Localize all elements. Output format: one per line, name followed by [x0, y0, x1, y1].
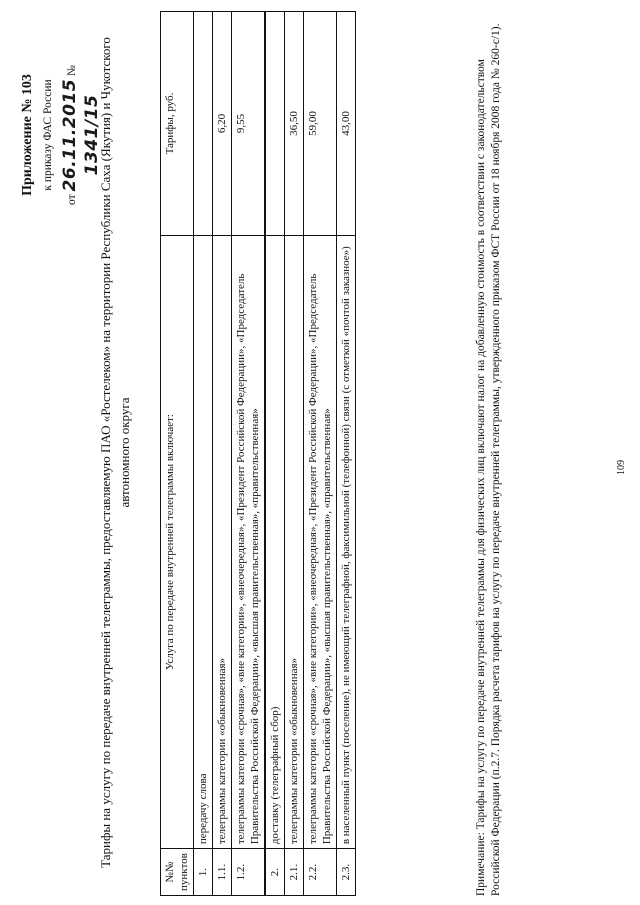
- row-service: телеграммы категории «срочная», «вне категории», «внеочередная», «Президент Российской Федерации», «Председатель Правительства Российской Федерации», «высшая правительственная», «правительственная»: [232, 236, 266, 849]
- document-title: Тарифы на услугу по передаче внутренней телеграммы, предоставляемую ПАО «Ростелеком» на территории Республики Саха (Якутия) и Чукотского автономного округа: [98, 37, 132, 868]
- row-number: 1.: [194, 849, 213, 896]
- tariff-table: [160, 11, 356, 896]
- row-number: 2.3.: [337, 849, 356, 896]
- row-price: 6,20: [213, 12, 232, 236]
- table-row: [213, 12, 232, 896]
- page-number: 109: [616, 460, 627, 475]
- handwritten-order-number: 1341/15: [82, 94, 102, 176]
- date-prefix: от: [66, 194, 78, 205]
- row-service: в населенный пункт (поселение), не имеющий телеграфной, факсимильной (телефонной) связи (с отметкой «почтой заказное»): [337, 236, 356, 849]
- table-row: [304, 12, 337, 896]
- row-price: 43,00: [337, 12, 356, 236]
- header-service: Услуга по передаче внутренней телеграммы включает:: [161, 236, 194, 849]
- footnote: Примечание: Тарифы на услугу по передаче внутренней телеграммы для физических лиц включают налог на добавленную стоимость в соответствии с законодательством Российской Федерации (п.2.7. Порядка расчета тарифов на услугу по передаче внутренней телеграммы, утвержденного приказом ФСТ России от 18 ноября 2008 года № 260-с/1).: [475, 23, 502, 896]
- table-header-row: [161, 12, 194, 896]
- appendix-order-line: к приказу ФАС России: [42, 79, 54, 191]
- row-service: телеграммы категории «обыкновенная»: [285, 236, 304, 849]
- table-row: [265, 12, 285, 896]
- row-service: телеграммы категории «обыкновенная»: [213, 236, 232, 849]
- row-price: 9,55: [232, 12, 266, 236]
- appendix-title: Приложение № 103: [20, 74, 35, 196]
- row-service: доставку (телеграфный сбор): [265, 236, 285, 849]
- row-price: 59,00: [304, 12, 337, 236]
- row-price: [265, 12, 285, 236]
- table-row: [285, 12, 304, 896]
- row-service: телеграммы категории «срочная», «вне категории», «внеочередная», «Президент Российской Федерации», «Председатель Правительства Российской Федерации», «высшая правительственная», «правительственная»: [304, 236, 337, 849]
- row-number: 2.1.: [285, 849, 304, 896]
- header-item-number: №№ пунктов: [161, 849, 194, 896]
- row-number: 2.: [265, 849, 285, 896]
- row-number: 2.2.: [304, 849, 337, 896]
- number-label: №: [66, 65, 78, 77]
- table-row: [337, 12, 356, 896]
- handwritten-date: 26.11.2015: [60, 78, 80, 192]
- table-row: [194, 12, 213, 896]
- table-row: [232, 12, 266, 896]
- row-price: [194, 12, 213, 236]
- row-price: 36,50: [285, 12, 304, 236]
- row-number: 1.1.: [213, 849, 232, 896]
- row-service: передачу слова: [194, 236, 213, 849]
- header-price: Тарифы, руб.: [161, 12, 194, 236]
- appendix-block: [18, 25, 104, 245]
- row-number: 1.2.: [232, 849, 266, 896]
